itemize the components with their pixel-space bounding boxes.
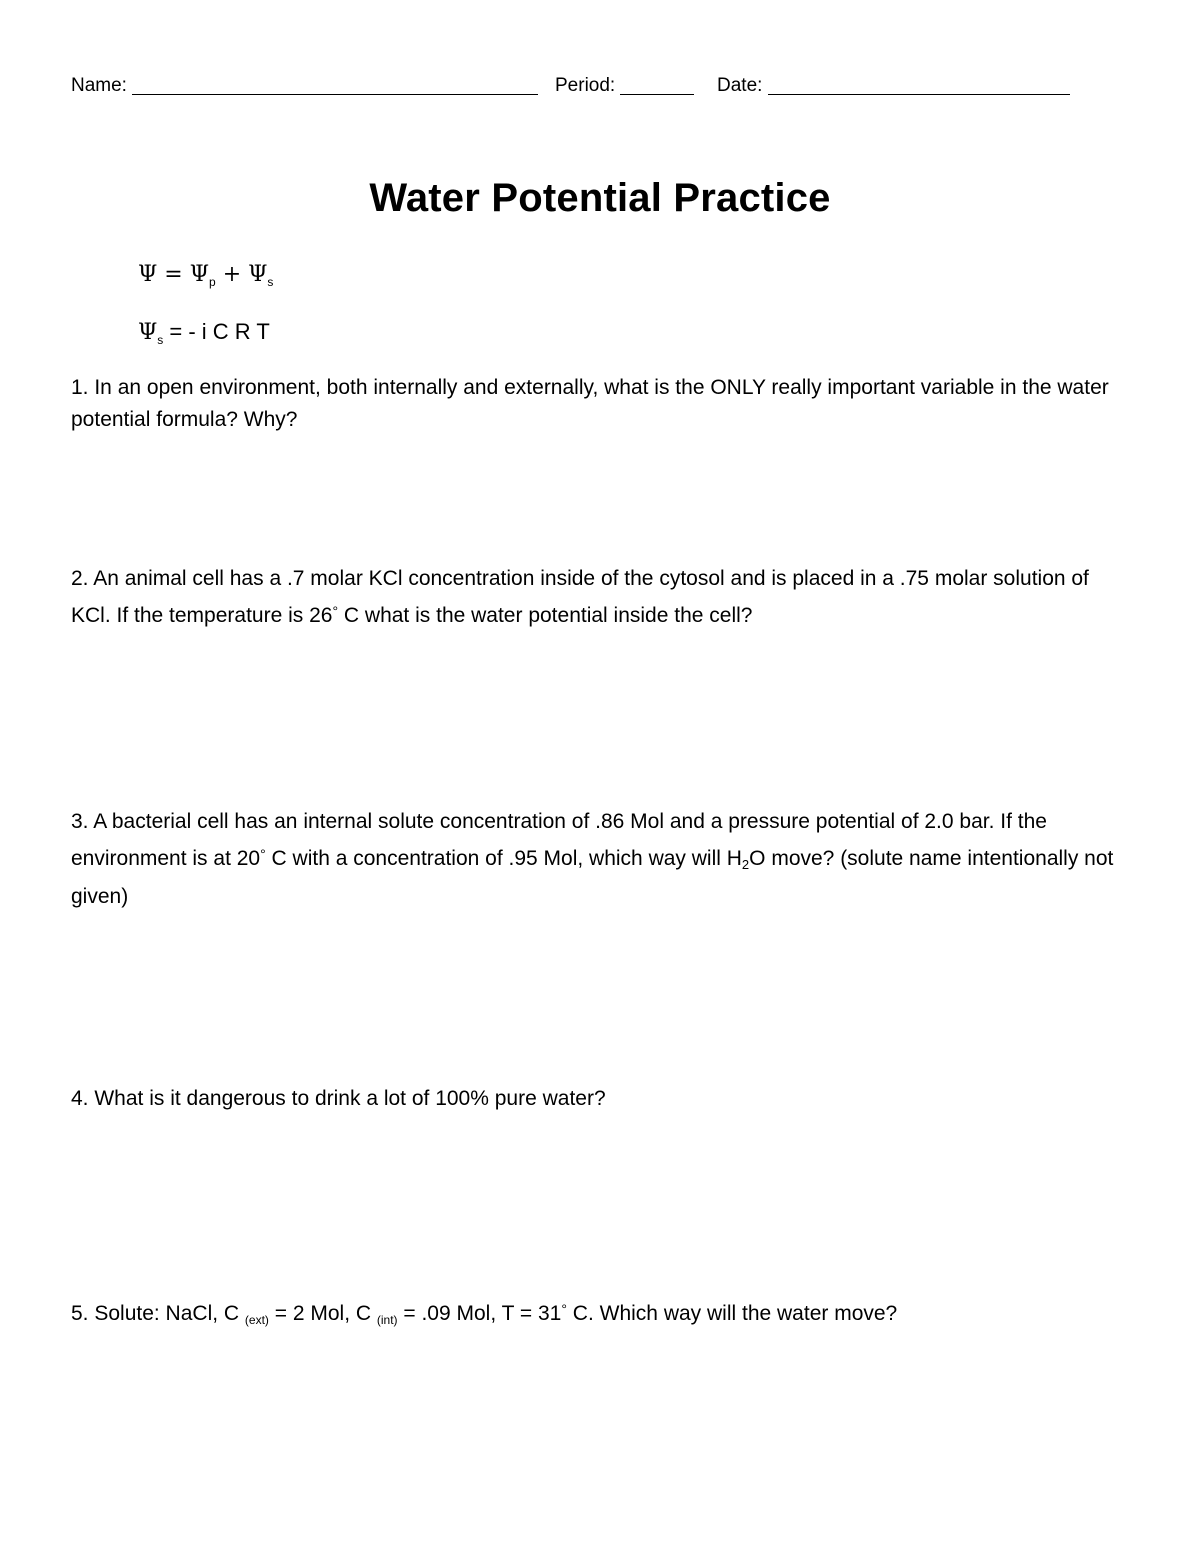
- plus-sign: +: [215, 262, 249, 287]
- solute-subscript: s: [157, 333, 164, 347]
- solute-subscript: s: [267, 275, 274, 289]
- formula-rhs: = - i C R T: [163, 319, 270, 344]
- question-5-text-c: = .09 Mol, T = 31: [397, 1302, 562, 1325]
- question-2: [71, 563, 1131, 632]
- question-3-text: 3. A bacterial cell has an internal solute concentration of .86 Mol and a pressure potential of 2.0 bar. If the environment is at 20: [71, 810, 1047, 870]
- name-blank[interactable]: [132, 74, 538, 95]
- internal-subscript: (int): [376, 1313, 398, 1327]
- formula-water-potential: [138, 262, 273, 289]
- pressure-subscript: p: [209, 275, 216, 289]
- name-field: [71, 74, 538, 97]
- question-5-text-b: = 2 Mol, C: [268, 1302, 377, 1325]
- question-3-text-end: O move? (solute name intentionally not given): [71, 847, 1114, 908]
- equals-sign: =: [157, 262, 190, 287]
- psi-symbol: Ψ: [138, 262, 158, 287]
- date-label: Date:: [717, 75, 763, 96]
- name-label: Name:: [71, 75, 127, 96]
- question-5: [71, 1293, 1131, 1336]
- question-5-text-end: C. Which way will the water move?: [566, 1302, 898, 1325]
- degree-symbol: °: [561, 1301, 567, 1317]
- external-subscript: (ext): [244, 1313, 269, 1327]
- psi-symbol: Ψ: [138, 320, 158, 345]
- question-3: [71, 806, 1131, 913]
- question-2-text-end: C what is the water potential inside the cell?: [338, 604, 753, 627]
- period-label: Period:: [555, 75, 616, 96]
- date-blank[interactable]: [768, 74, 1070, 95]
- page-title: Water Potential Practice: [369, 176, 831, 220]
- psi-symbol: Ψ: [189, 262, 210, 287]
- degree-symbol: °: [332, 603, 339, 619]
- question-5-text: 5. Solute: NaCl, C: [71, 1302, 245, 1325]
- psi-symbol: Ψ: [248, 262, 268, 287]
- date-field: [717, 74, 1070, 97]
- question-1: 1. In an open environment, both internally and externally, what is the ONLY really important variable in the water potential formula? Why?: [71, 376, 1109, 431]
- period-blank[interactable]: [620, 74, 694, 95]
- question-4: 4. What is it dangerous to drink a lot of 100% pure water?: [71, 1087, 606, 1110]
- question-2-text: 2. An animal cell has a .7 molar KCl concentration inside of the cytosol and is placed in a .75 molar solution of KCl. If the temperature is 26: [71, 567, 1089, 627]
- period-field: [555, 74, 694, 97]
- question-3-text-mid: C with a concentration of .95 Mol, which way will H: [265, 847, 742, 870]
- degree-symbol: °: [260, 846, 266, 862]
- formula-solute-potential: [138, 319, 270, 347]
- water-subscript: 2: [741, 857, 750, 872]
